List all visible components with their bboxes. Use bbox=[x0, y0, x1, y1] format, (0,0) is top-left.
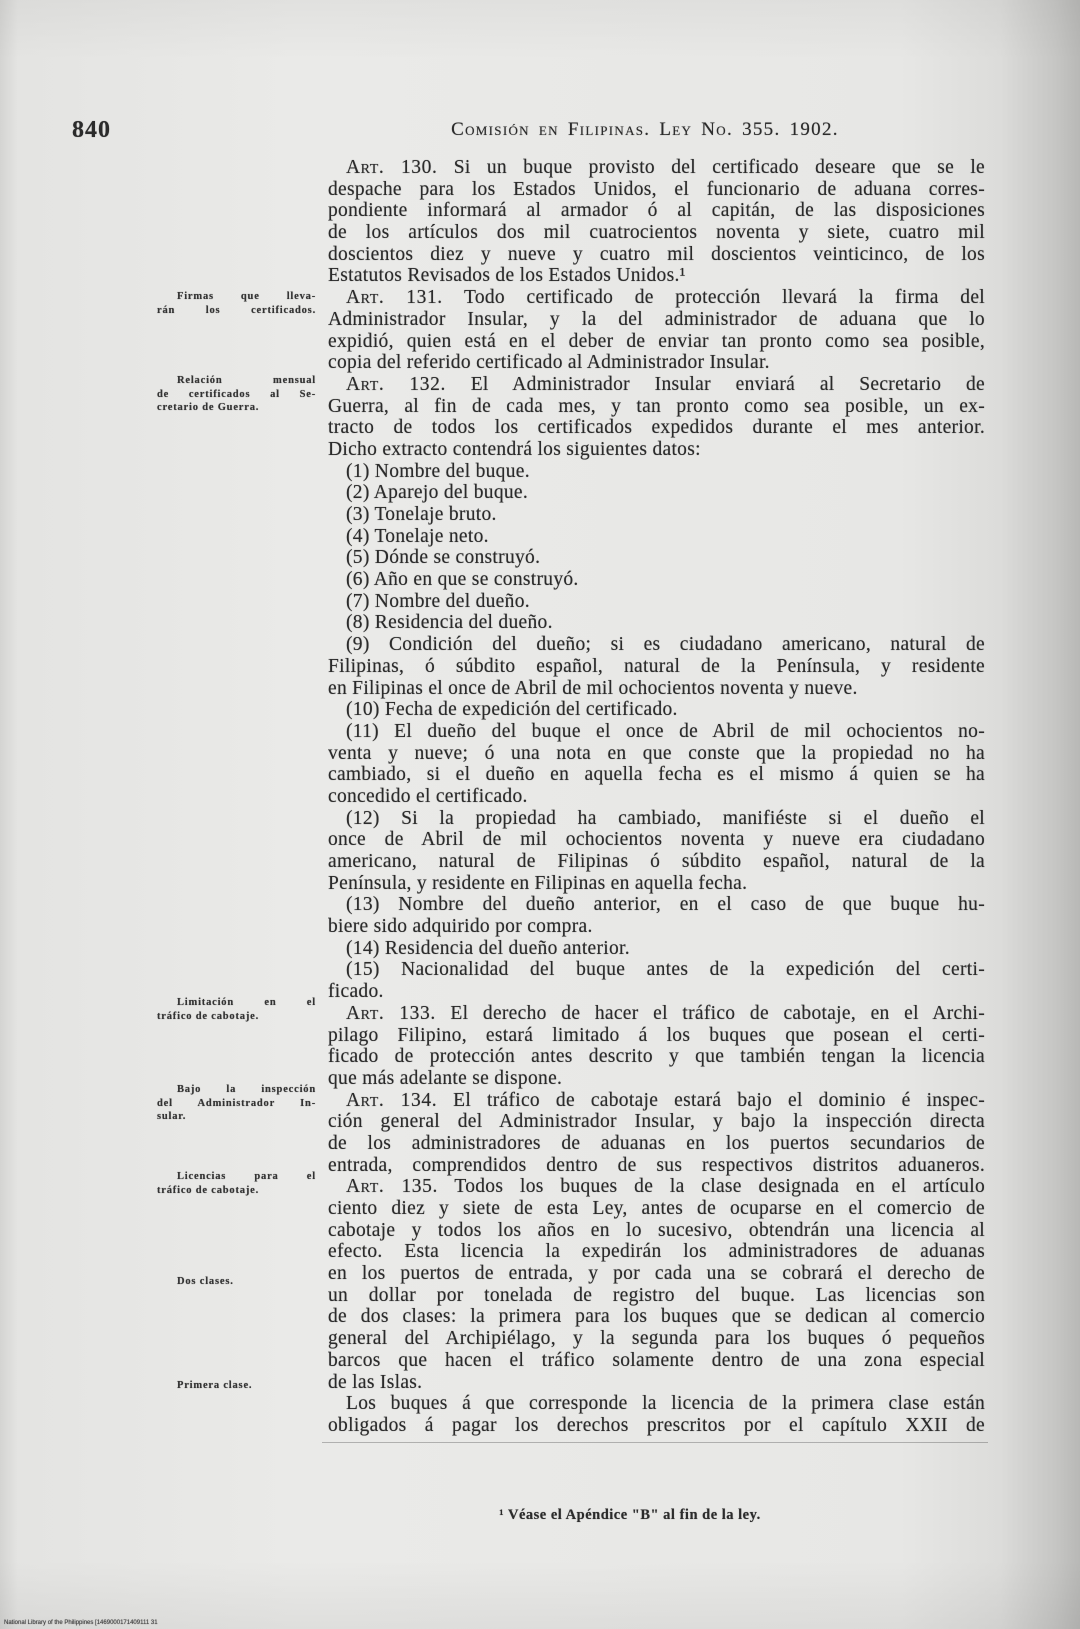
margin-note bbox=[157, 1083, 316, 1124]
body-line bbox=[328, 1003, 985, 1025]
body-line: efecto. Esta licencia la expedirán los administradores de aduanas bbox=[328, 1241, 985, 1263]
margin-note-line: Dos clases. bbox=[177, 1276, 234, 1287]
margin-note-line: tráfico de cabotaje. bbox=[157, 1010, 260, 1022]
line-text: Si un buque provisto del certificado deseare que se le bbox=[453, 157, 985, 178]
footnote-rule bbox=[322, 1442, 988, 1443]
body-line: que más adelante se dispone. bbox=[328, 1067, 563, 1089]
body-line: pondiente informará al armador ó al capitán, de las disposiciones bbox=[328, 200, 985, 222]
body-line: expidió, quien está en el deber de enviar tan pronto como sea posible, bbox=[328, 330, 985, 352]
margin-note bbox=[157, 1275, 316, 1289]
article-number: Art. 130. bbox=[346, 157, 438, 178]
list-item: (12) Si la propiedad ha cambiado, manifiéste si el dueño el bbox=[346, 807, 985, 829]
body-line: en los puertos de entrada, y por cada una se cobrará el derecho de bbox=[328, 1263, 985, 1285]
body-line bbox=[328, 287, 985, 309]
list-item: (14) Residencia del dueño anterior. bbox=[346, 937, 630, 959]
body-line: Península, y residente en Filipinas en aquella fecha. bbox=[328, 872, 748, 894]
list-item: (11) El dueño del buque el once de Abril de mil ochocientos no- bbox=[346, 720, 985, 742]
margin-note-line: del Administrador In- bbox=[157, 1097, 316, 1109]
body-line: copia del referido certificado al Administrador Insular. bbox=[328, 352, 770, 374]
list-item: (4) Tonelaje neto. bbox=[346, 525, 489, 547]
body-line: tracto de todos los certificados expedidos durante el mes anterior. bbox=[328, 417, 985, 439]
body-line: obligados á pagar los derechos prescritos por el capítulo XXII de bbox=[328, 1414, 985, 1436]
body-line: Administrador Insular, y la del administrador de aduana que lo bbox=[328, 308, 985, 330]
body-line: barcos que hacen el tráfico solamente dentro de una zona especial bbox=[328, 1349, 985, 1371]
body-line: concedido el certificado. bbox=[328, 785, 528, 807]
margin-note-line: tráfico de cabotaje. bbox=[157, 1184, 260, 1196]
list-item: (8) Residencia del dueño. bbox=[346, 612, 553, 634]
margin-note-line: rán los certificados. bbox=[157, 304, 316, 316]
margin-note-line: Bajo la inspección bbox=[177, 1084, 316, 1095]
body-line: de dos clases: la primera para los buques que se dedican al comercio bbox=[328, 1306, 985, 1328]
body-line: de los administradores de aduanas en los puertos secundarios de bbox=[328, 1132, 985, 1154]
list-item: (3) Tonelaje bruto. bbox=[346, 504, 497, 525]
margin-note-line: Firmas que lleva- bbox=[177, 291, 316, 302]
margin-note bbox=[157, 290, 316, 317]
article-number: Art. 134. bbox=[346, 1089, 438, 1111]
body-line: de las Islas. bbox=[328, 1371, 423, 1393]
body-line: Filipinas, ó súbdito español, natural de la Península, y residente bbox=[328, 655, 985, 677]
margin-note-line: Relación mensual bbox=[177, 375, 316, 386]
line-text: El tráfico de cabotaje estará bajo el dominio é inspec- bbox=[453, 1089, 985, 1111]
article-number: Art. 132. bbox=[346, 373, 446, 395]
body-line bbox=[328, 374, 985, 396]
body-line: Estatutos Revisados de los Estados Unidos.¹ bbox=[328, 265, 686, 287]
body-line: doscientos diez y nueve y cuatro mil doscientos veinticinco, de los bbox=[328, 243, 985, 265]
margin-note bbox=[157, 1170, 316, 1197]
body-line: cabotaje y todos los años en lo sucesivo, obtendrán una licencia al bbox=[328, 1219, 985, 1241]
body-line: americano, natural de Filipinas ó súbdito español, natural de la bbox=[328, 851, 985, 872]
list-item: (15) Nacionalidad del buque antes de la expedición del certi- bbox=[346, 959, 985, 981]
footnote: ¹ Véase el Apéndice "B" al fin de la ley. bbox=[499, 1507, 761, 1523]
list-item: (6) Año en que se construyó. bbox=[346, 569, 579, 591]
body-line bbox=[328, 1176, 985, 1198]
body-line: venta y nueve; ó una nota en que conste que la propiedad no ha bbox=[328, 742, 985, 764]
margin-note-line: Licencias para el bbox=[177, 1171, 316, 1182]
margin-note bbox=[157, 374, 316, 415]
body-text bbox=[328, 157, 985, 1437]
margin-note-line: sular. bbox=[157, 1111, 187, 1122]
body-line bbox=[328, 157, 985, 179]
body-line: biere sido adquirido por compra. bbox=[328, 916, 593, 938]
margin-note bbox=[157, 996, 316, 1023]
body-line bbox=[328, 1090, 985, 1112]
body-line: entrada, comprendidos dentro de sus respectivos distritos aduaneros. bbox=[328, 1154, 985, 1176]
margin-note-line: Limitación en el bbox=[177, 997, 316, 1008]
margin-note-line: de certificados al Se- bbox=[157, 388, 316, 400]
body-line: de los artículos dos mil cuatrocientos noventa y siete, cuatro mil bbox=[328, 222, 985, 244]
body-line: Los buques á que corresponde la licencia de la primera clase están bbox=[346, 1393, 985, 1415]
line-text: El derecho de hacer el tráfico de cabotaje, en el Archi- bbox=[450, 1002, 985, 1024]
body-line: ciento diez y siete de esta Ley, antes de ocuparse en el comercio de bbox=[328, 1198, 985, 1219]
body-line: cambiado, si el dueño en aquella fecha es el mismo á quien se ha bbox=[328, 764, 985, 786]
body-line: general del Archipiélago, y la segunda para los buques ó pequeños bbox=[328, 1328, 985, 1350]
list-item: (10) Fecha de expedición del certificado. bbox=[346, 699, 678, 721]
body-line: ción general del Administrador Insular, y bajo la inspección directa bbox=[328, 1111, 985, 1133]
article-number: Art. 131. bbox=[346, 287, 443, 309]
list-item: (7) Nombre del dueño. bbox=[346, 590, 530, 612]
list-item: (1) Nombre del buque. bbox=[346, 460, 530, 482]
body-line: once de Abril de mil ochocientos noventa y nueve era ciudadano bbox=[328, 829, 985, 851]
line-text: El Administrador Insular enviará al Secretario de bbox=[470, 373, 985, 395]
margin-note bbox=[157, 1379, 316, 1393]
body-line: Guerra, al fin de cada mes, y tan pronto como sea posible, un ex- bbox=[328, 395, 985, 417]
line-text: Todos los buques de la clase designada en el artículo bbox=[454, 1176, 985, 1198]
page-number: 840 bbox=[72, 117, 111, 143]
body-line: pilago Filipino, estará limitado á los buques que posean el certi- bbox=[328, 1024, 985, 1046]
list-item: (13) Nombre del dueño anterior, en el caso de que buque hu- bbox=[346, 894, 985, 916]
article-number: Art. 133. bbox=[346, 1002, 436, 1024]
article-number: Art. 135. bbox=[346, 1176, 438, 1198]
body-line: ficado. bbox=[328, 981, 384, 1003]
body-line: en Filipinas el once de Abril de mil ochocientos noventa y nueve. bbox=[328, 677, 858, 699]
scan-credit: National Library of the Philippines [1469000171409111 31 bbox=[4, 1620, 158, 1626]
margin-note-line: Primera clase. bbox=[177, 1380, 253, 1391]
line-text: Todo certificado de protección llevará la firma del bbox=[463, 287, 985, 309]
body-line: ficado de protección antes descrito y que también tengan la licencia bbox=[328, 1046, 985, 1068]
list-item: (5) Dónde se construyó. bbox=[346, 547, 541, 569]
body-line: un dollar por tonelada de registro del buque. Las licencias son bbox=[328, 1284, 985, 1306]
body-line: despache para los Estados Unidos, el funcionario de aduana corres- bbox=[328, 178, 985, 200]
list-item: (2) Aparejo del buque. bbox=[346, 482, 529, 504]
running-title: Comisión en Filipinas. Ley No. 355. 1902. bbox=[451, 119, 839, 140]
margin-note-line: cretario de Guerra. bbox=[157, 402, 260, 413]
list-item: (9) Condición del dueño; si es ciudadano americano, natural de bbox=[346, 634, 985, 656]
body-line: Dicho extracto contendrá los siguientes datos: bbox=[328, 438, 701, 460]
